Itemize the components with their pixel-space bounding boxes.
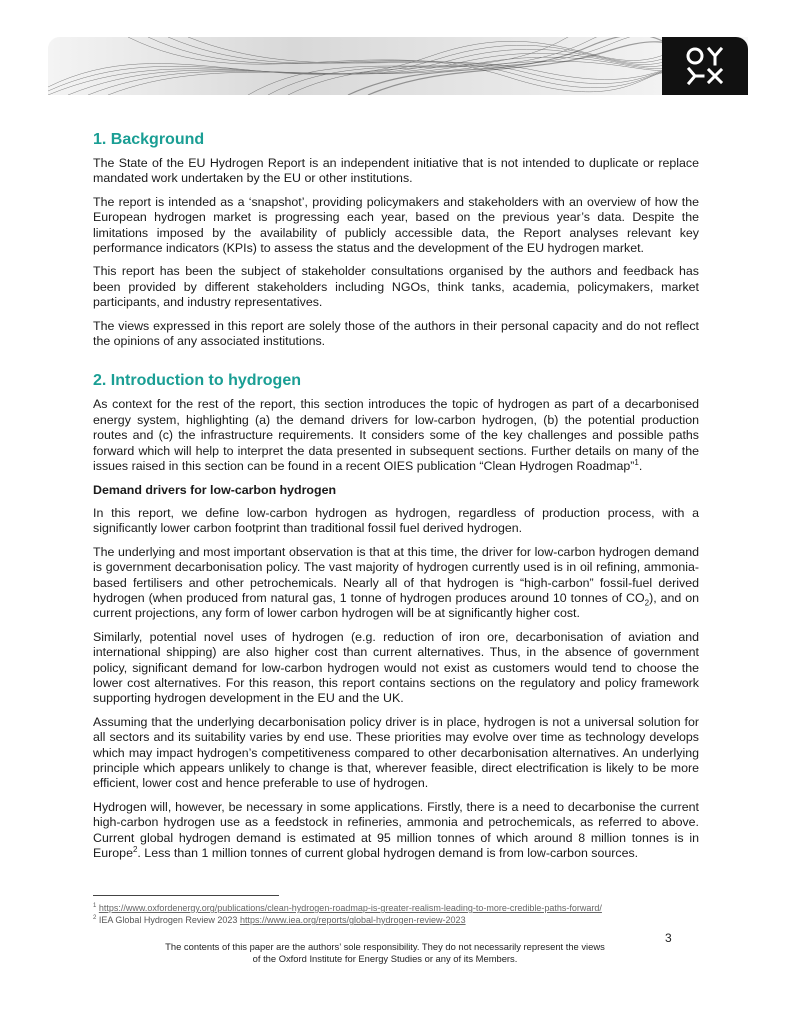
intro-paragraph-3-text: The underlying and most important observation is that at this time, the driver for low-carbon hydrogen demand is government decarbonisation policy. The vast majority of hydrogen currently used is in oil refining, ammonia-based fertilisers and other petrochemicals. Nearly all of that hydrogen is “high-carbon” fossil-fuel derived hydrogen (when produced from natural gas, 1 tonne of hydrogen produces around 10 tonnes of CO	[93, 544, 699, 605]
intro-paragraph-1-end: .	[638, 459, 643, 474]
background-paragraph-4: The views expressed in this report are solely those of the authors in their personal capacity and do not reflect the opinions of any associated institutions.	[93, 318, 699, 349]
disclaimer-line-2: of the Oxford Institute for Energy Studies or any of its Members.	[252, 953, 518, 964]
intro-paragraph-3	[93, 545, 699, 622]
footnote-2-prefix: IEA Global Hydrogen Review 2023	[98, 915, 240, 925]
footnote-1	[93, 902, 713, 914]
page-content	[93, 130, 699, 869]
footnote-2-link[interactable]: https://www.iea.org/reports/global-hydrogen-review-2023	[239, 915, 466, 925]
section-title-background: 1. Background	[93, 131, 205, 148]
intro-paragraph-6-end: . Less than 1 million tonnes of current global hydrogen demand is from low-carbon sources.	[137, 846, 639, 861]
wave-pattern	[48, 37, 748, 95]
footnote-1-link[interactable]: https://www.oxfordenergy.org/publications/clean-hydrogen-roadmap-is-greater-realism-leading-to-more-credible-paths-forward/	[98, 903, 602, 913]
intro-paragraph-5: Assuming that the underlying decarbonisation policy driver is in place, hydrogen is not a universal solution for all sectors and its suitability varies by end use. These priorities may evolve over time as technology develops which may impact hydrogen’s competitiveness compared to other decarbonisation alternatives. An underlying principle which appears unlikely to change is that, wherever feasible, direct electrification is likely to be more efficient, lower cost and hence preferable to use of hydrogen.	[93, 714, 699, 791]
background-paragraph-2: The report is intended as a ‘snapshot’, providing policymakers and stakeholders with an overview of how the European hydrogen market is progressing each year, based on the previous year’s data. Despite the limitations imposed by the availability of publicly accessible data, the Report analyses relevant key performance indicators (KPIs) to assess the status and the development of the EU hydrogen market.	[93, 194, 699, 256]
footnotes	[93, 902, 713, 926]
disclaimer	[120, 941, 650, 965]
intro-paragraph-4: Similarly, potential novel uses of hydrogen (e.g. reduction of iron ore, decarbonisation of aviation and international shipping) are also higher cost than current alternatives. Thus, in the absence of government policy, significant demand for low-carbon hydrogen would not exist as customers would tend to choose the lower cost alternatives. For this reason, this report contains sections on the regulatory and policy framework supporting hydrogen development in the EU and the UK.	[93, 629, 699, 706]
page-number: 3	[665, 931, 672, 945]
footnote-2	[93, 914, 713, 926]
oies-logo-icon	[685, 46, 725, 86]
intro-paragraph-6	[93, 800, 699, 862]
footnote-2-number: 2	[93, 915, 97, 921]
intro-paragraph-6-text: Hydrogen will, however, be necessary in some applications. Firstly, there is a need to decarbonise the current high-carbon hydrogen use as a feedstock in refineries, ammonia and petrochemicals, as referred to above. Current global hydrogen demand is estimated at 95 million tonnes of which around 8 million tonnes is in Europe	[93, 799, 699, 861]
footnote-ref-1[interactable]: 1	[634, 457, 639, 467]
oies-logo	[662, 37, 748, 95]
background-paragraph-3: This report has been the subject of stakeholder consultations organised by the authors and feedback has been provided by different stakeholders including NGOs, think tanks, academia, policymakers, market participants, and industry representatives.	[93, 264, 699, 310]
background-paragraph-1: The State of the EU Hydrogen Report is an independent initiative that is not intended to duplicate or replace mandated work undertaken by the EU or other institutions.	[93, 156, 699, 186]
footnote-1-number: 1	[93, 903, 97, 909]
header-banner	[48, 37, 748, 95]
disclaimer-line-1: The contents of this paper are the authors’ sole responsibility. They do not necessarily represent the views	[165, 941, 605, 952]
co2-subscript: 2	[644, 598, 650, 608]
footnote-ref-2[interactable]: 2	[132, 844, 138, 854]
footnote-divider	[93, 895, 279, 896]
intro-paragraph-2: In this report, we define low-carbon hydrogen as hydrogen, regardless of production process, with a significantly lower carbon footprint than traditional fossil fuel derived hydrogen.	[93, 505, 699, 536]
section-title-introduction: 2. Introduction to hydrogen	[93, 372, 301, 390]
intro-paragraph-1	[93, 397, 699, 474]
intro-paragraph-3-end: ), and on current projections, any form of lower carbon hydrogen will be at significantly higher cost.	[93, 590, 699, 621]
intro-paragraph-1-text: As context for the rest of the report, this section introduces the topic of hydrogen as part of a decarbonised energy system, highlighting (a) the demand drivers for low-carbon hydrogen, (b) the potential production routes and (c) the infrastructure requirements. It considers some of the key challenges and possible paths forward which will help to interpret the data presented in subsequent sections. Further details on many of the issues raised in this section can be found in a recent OIES publication “Clean Hydrogen Roadmap”	[93, 397, 699, 474]
subheading-demand-drivers: Demand drivers for low-carbon hydrogen	[93, 482, 337, 497]
